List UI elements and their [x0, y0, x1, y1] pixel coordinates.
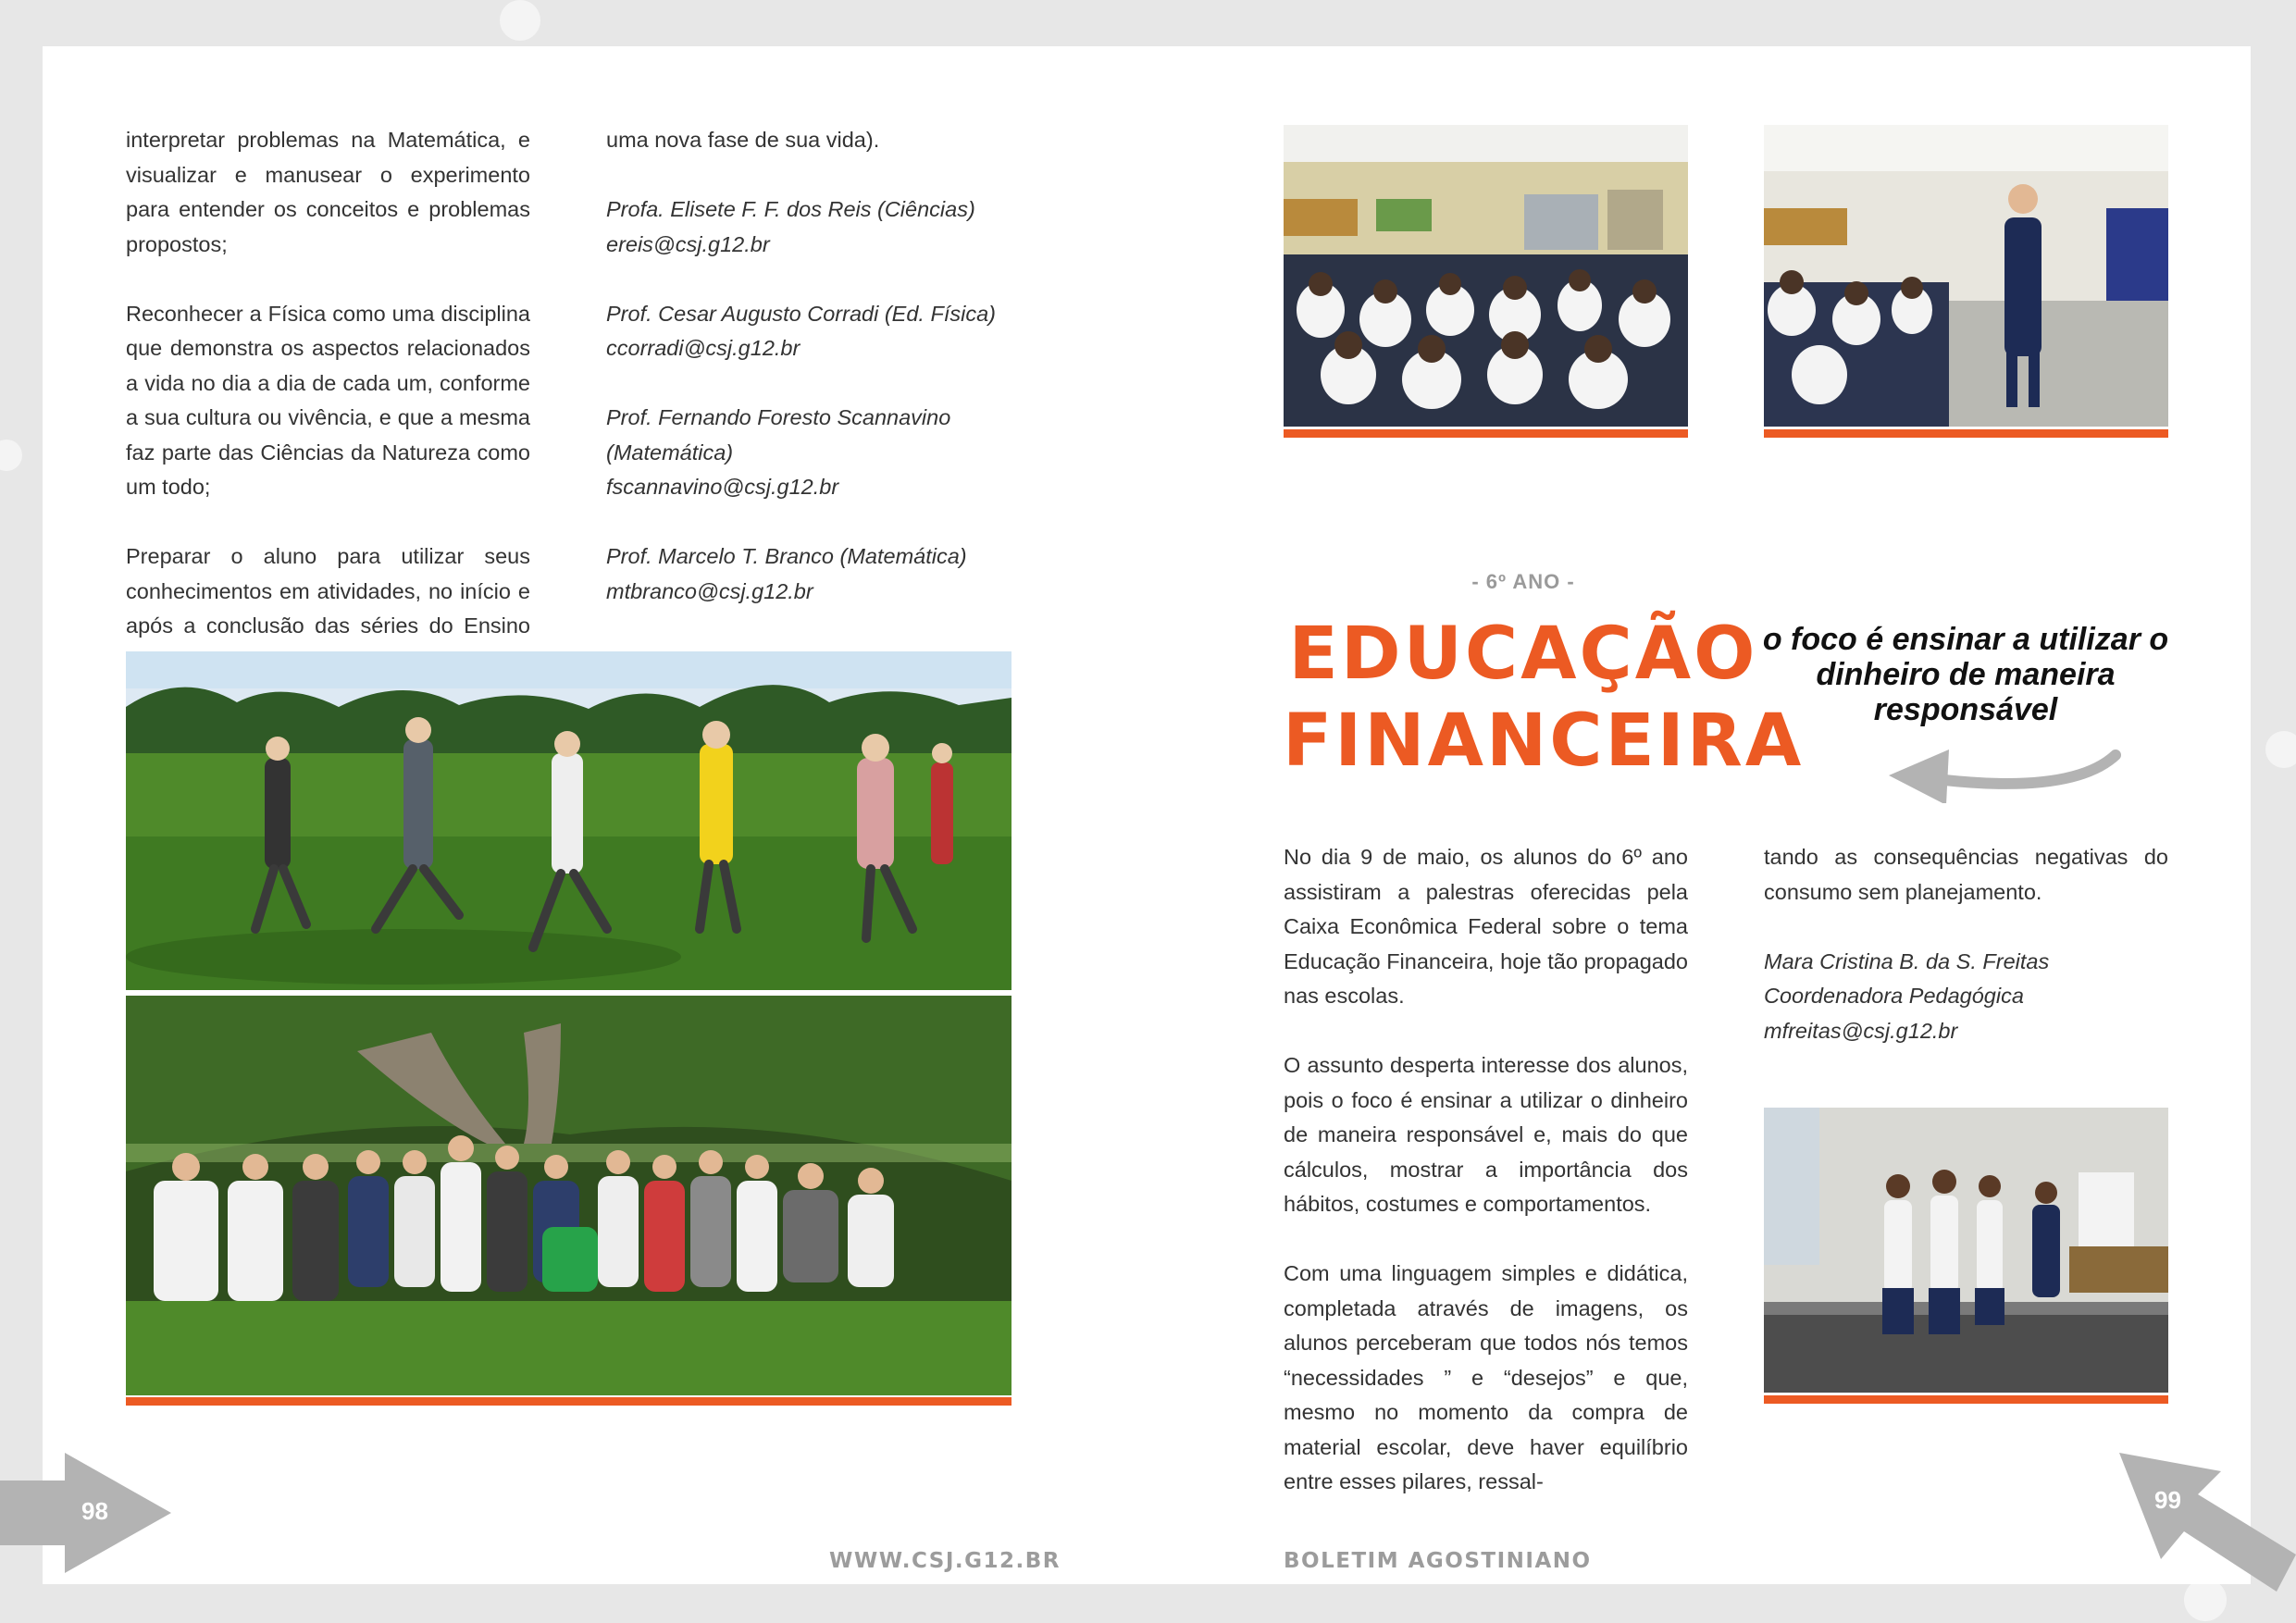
- page-99: [1147, 46, 2251, 1584]
- photo-students-field-game: [126, 651, 1011, 990]
- page-number-right: 99: [2154, 1486, 2181, 1514]
- paragraph: Reconhecer a Física como uma disciplina que demonstra os aspectos relacionados a vida no dia a dia de cada um, conforme a sua cultura ou vivência, e que a mesma faz parte das Ciências da Natureza como um todo;: [126, 301, 530, 499]
- article-column-2: [1764, 840, 2168, 1048]
- teacher-credit: [606, 539, 1013, 609]
- left-text-column-2: [606, 123, 1013, 609]
- headline-line: FINANCEIRA: [1283, 700, 1805, 783]
- photo-students-group: [126, 996, 1011, 1395]
- page-number-left: 98: [81, 1497, 108, 1525]
- teacher-name: Prof. Fernando Foresto Scannavino (Matemática): [606, 405, 951, 465]
- left-text-column-1: [126, 123, 530, 678]
- paragraph: tando as consequências negativas do consumo sem planejamento.: [1764, 845, 2168, 904]
- author-role: Coordenadora Pedagógica: [1764, 984, 2024, 1008]
- arrow-right-icon[interactable]: [2119, 1453, 2296, 1592]
- background-bubble: [0, 440, 22, 471]
- article-headline: [1283, 611, 1805, 785]
- page-98: [43, 46, 1147, 1584]
- teacher-credit: [606, 297, 1013, 366]
- footer-website: WWW.CSJ.G12.BR: [829, 1549, 1061, 1573]
- pull-quote: o foco é ensinar a utilizar o dinheiro de maneira responsável: [1762, 622, 2169, 727]
- headline-line: EDUCAÇÃO: [1288, 613, 1758, 696]
- photo-accent-bar: [126, 1397, 1011, 1406]
- paragraph: Com uma linguagem simples e didática, completada através de imagens, os alunos perceberam que todos nós temos “necessidades ” e “desejos” e que, mesmo no momento da compra de material escolar, deve haver equilíbrio entre esses pilares, ressal-: [1284, 1261, 1688, 1493]
- background-bubble: [500, 0, 540, 41]
- paragraph: No dia 9 de maio, os alunos do 6º ano assistiram a palestras oferecidas pela Caixa Econômica Federal sobre o tema Educação Financeira, hoje tão propagado nas escolas.: [1284, 845, 1688, 1008]
- teacher-email: ccorradi@csj.g12.br: [606, 336, 800, 360]
- author-email: mfreitas@csj.g12.br: [1764, 1018, 1958, 1043]
- teacher-email: fscannavino@csj.g12.br: [606, 475, 839, 499]
- paragraph: uma nova fase de sua vida).: [606, 128, 880, 152]
- article-column-1: [1284, 840, 1688, 1500]
- paragraph: interpretar problemas na Matemática, e visualizar e manusear o experimento para entender os conceitos e problemas propostos;: [126, 128, 530, 256]
- curved-arrow-icon: [1880, 738, 2129, 803]
- paragraph: Preparar o aluno para utilizar seus conhecimentos em atividades, no início e após a conclusão das séries do Ensino: [126, 544, 530, 638]
- background-bubble: [2265, 731, 2296, 768]
- teacher-name: Prof. Marcelo T. Branco (Matemática): [606, 544, 967, 568]
- photo-presenter-classroom: [1764, 125, 2168, 427]
- teacher-email: mtbranco@csj.g12.br: [606, 578, 813, 603]
- grade-label: - 6º ANO -: [1471, 570, 1575, 593]
- paragraph: O assunto desperta interesse dos alunos, pois o foco é ensinar a utilizar o dinheiro de maneira responsável e, mais do que cálculos, mostrar a importância dos hábitos, costumes e comportamentos.: [1284, 1053, 1688, 1216]
- magazine-spread: [43, 46, 2251, 1584]
- teacher-credit: [606, 192, 1013, 262]
- photo-auditorium-students: [1284, 125, 1688, 427]
- teacher-name: Profa. Elisete F. F. dos Reis (Ciências): [606, 197, 975, 221]
- photo-students-stage: [1764, 1108, 2168, 1393]
- author-name: Mara Cristina B. da S. Freitas: [1764, 948, 2050, 973]
- teacher-email: ereis@csj.g12.br: [606, 231, 770, 256]
- teacher-credit: [606, 401, 1013, 505]
- photo-accent-bar: [1764, 1395, 2168, 1404]
- photo-accent-bar: [1764, 429, 2168, 438]
- teacher-name: Prof. Cesar Augusto Corradi (Ed. Física): [606, 301, 996, 326]
- footer-publication: BOLETIM AGOSTINIANO: [1284, 1549, 1592, 1573]
- author-signature: [1764, 945, 2168, 1049]
- photo-accent-bar: [1284, 429, 1688, 438]
